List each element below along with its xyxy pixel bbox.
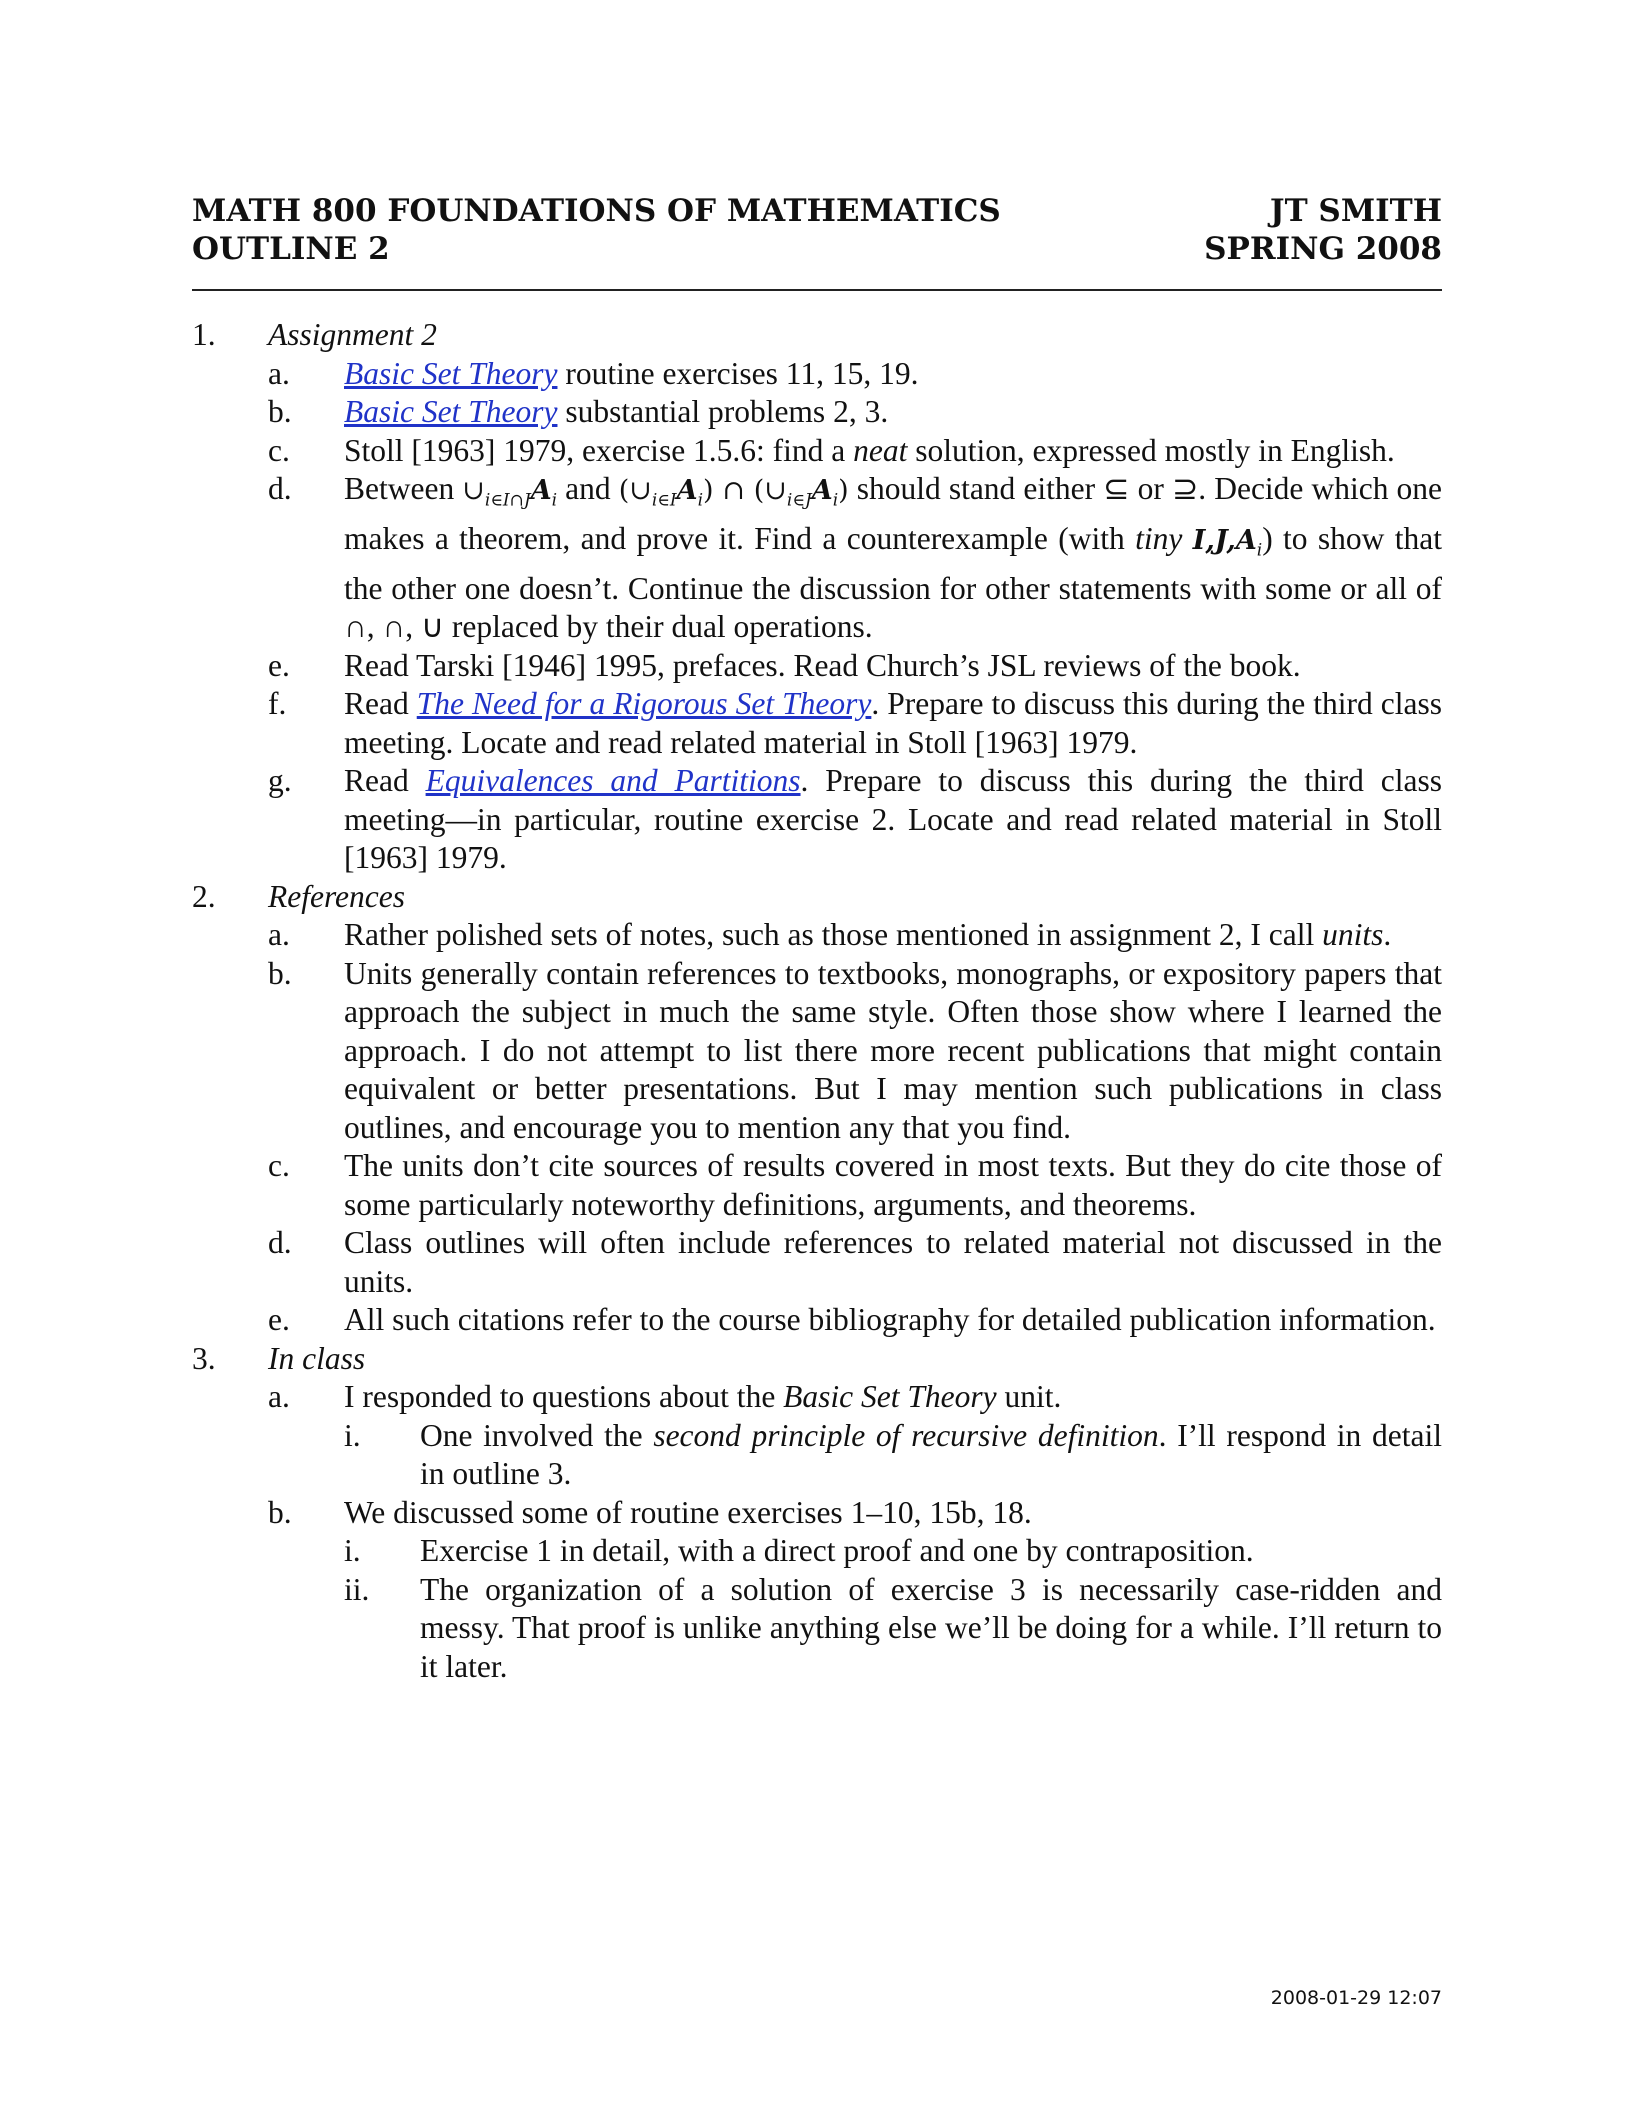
list-item: a. I responded to questions about the Basic Set Theory unit. bbox=[268, 1379, 1062, 1415]
section-title: References bbox=[268, 878, 405, 914]
author-name: JT SMITH bbox=[1269, 193, 1442, 229]
timestamp: 2008-01-29 12:07 bbox=[1270, 1987, 1442, 2009]
set-inclusion-question: Between $\cup_{i\in I\cap J}A_i$ and $(\cup_{i\in I}A_i)$ ∩ $(\cup_{i\in J}A_i)$ should stand either ⊆ or ⊇. Decide which one makes a theorem, and prove it. Find a counterexample (with tiny $I,J,A_i$) to show that the other one doesn’t. Continue the discussion for other statements with some or all of ∩, ∩, ∪ replaced by their dual operations. bbox=[344, 471, 1443, 645]
section-title: In class bbox=[268, 1340, 366, 1376]
section-title: Assignment 2 bbox=[268, 317, 437, 352]
list-item: b. Basic Set Theory substantial problems 2, 3. bbox=[268, 394, 889, 429]
section-2-heading: 2. References bbox=[192, 878, 1442, 917]
basic-set-theory-link[interactable]: Basic Set Theory bbox=[344, 394, 558, 429]
section-1-heading: 1. Assignment 2 bbox=[192, 316, 1442, 355]
list-item: a. Rather polished sets of notes, such as those mentioned in assignment 2, I call units. bbox=[268, 917, 1392, 953]
list-item: d. Between $\cup_{i\in I\cap J}A_i$ and $(\cup_{i\in I}A_i)$ ∩ $(\cup_{i\in J}A_i)$ should stand either ⊆ or ⊇. Decide which one makes a theorem, and prove it. Find a counterexample (with tiny $I,J,A_i$) to show that the other one doesn’t. Continue the discussion for other statements with some or all of ∩, ∩, ∪ replaced by their dual operations. bbox=[268, 470, 1442, 647]
document-header bbox=[192, 192, 1442, 268]
list-item: d. Class outlines will often include references to related material not discussed in the units. bbox=[268, 1225, 1442, 1299]
list-item: g. Read Equivalences and Partitions. Prepare to discuss this during the third class meeting—in particular, routine exercise 2. Locate and read related material in Stoll [1963] 1979. bbox=[268, 763, 1442, 876]
equivalences-partitions-link[interactable]: Equivalences and Partitions bbox=[425, 763, 801, 799]
list-item: i. One involved the second principle of recursive definition. I’ll respond in detail in outline 3. bbox=[344, 1417, 1442, 1492]
list-item: ii. The organization of a solution of exercise 3 is necessarily case-ridden and messy. That proof is unlike anything else we’ll be doing for a while. I’ll return to it later. bbox=[344, 1571, 1442, 1684]
list-item: e. Read Tarski [1946] 1995, prefaces. Read Church’s JSL reviews of the book. bbox=[268, 647, 1301, 683]
list-item: b. Units generally contain references to textbooks, monographs, or expository papers that approach the subject in much the same style. Often those show where I learned the approach. I do not attempt to list there more recent publications that might contain equivalent or better presentations. But I may mention such publications in class outlines, and encourage you to mention any that you find. bbox=[268, 955, 1442, 1145]
list-item: e. All such citations refer to the course bibliography for detailed publication information. bbox=[268, 1302, 1436, 1338]
list-item: a. Basic Set Theory routine exercises 11, 15, 19. bbox=[268, 355, 919, 391]
union-formula: $\cup_{i\in I\cap J}A_i$ bbox=[462, 475, 558, 511]
list-item: c. The units don’t cite sources of results covered in most texts. But they do cite those of some particularly noteworthy definitions, arguments, and theorems. bbox=[268, 1148, 1442, 1222]
outline-body bbox=[192, 316, 1442, 1686]
intersection-formula: $(\cup_{i\in I}A_i)$ ∩ $(\cup_{i\in J}A_i)$ bbox=[618, 475, 849, 511]
header-rule bbox=[192, 289, 1442, 291]
rigorous-set-theory-link[interactable]: The Need for a Rigorous Set Theory bbox=[416, 686, 872, 722]
list-item: f. Read The Need for a Rigorous Set Theory. Prepare to discuss this during the third class meeting. Locate and read related material in Stoll [1963] 1979. bbox=[268, 686, 1442, 760]
list-item: b. We discussed some of routine exercises 1–10, 15b, 18. bbox=[268, 1494, 1032, 1530]
section-3-heading: 3. In class bbox=[192, 1340, 1442, 1379]
outline-number: OUTLINE 2 bbox=[192, 231, 390, 267]
list-item: i. Exercise 1 in detail, with a direct proof and one by contraposition. bbox=[344, 1533, 1254, 1569]
basic-set-theory-link[interactable]: Basic Set Theory bbox=[344, 355, 558, 391]
term: SPRING 2008 bbox=[1204, 231, 1442, 267]
course-title: MATH 800 FOUNDATIONS OF MATHEMATICS bbox=[192, 193, 1001, 229]
list-item: c. Stoll [1963] 1979, exercise 1.5.6: find a neat solution, expressed mostly in English. bbox=[268, 432, 1395, 468]
tiny-sets: $I,J,A_i$ bbox=[1192, 524, 1263, 561]
